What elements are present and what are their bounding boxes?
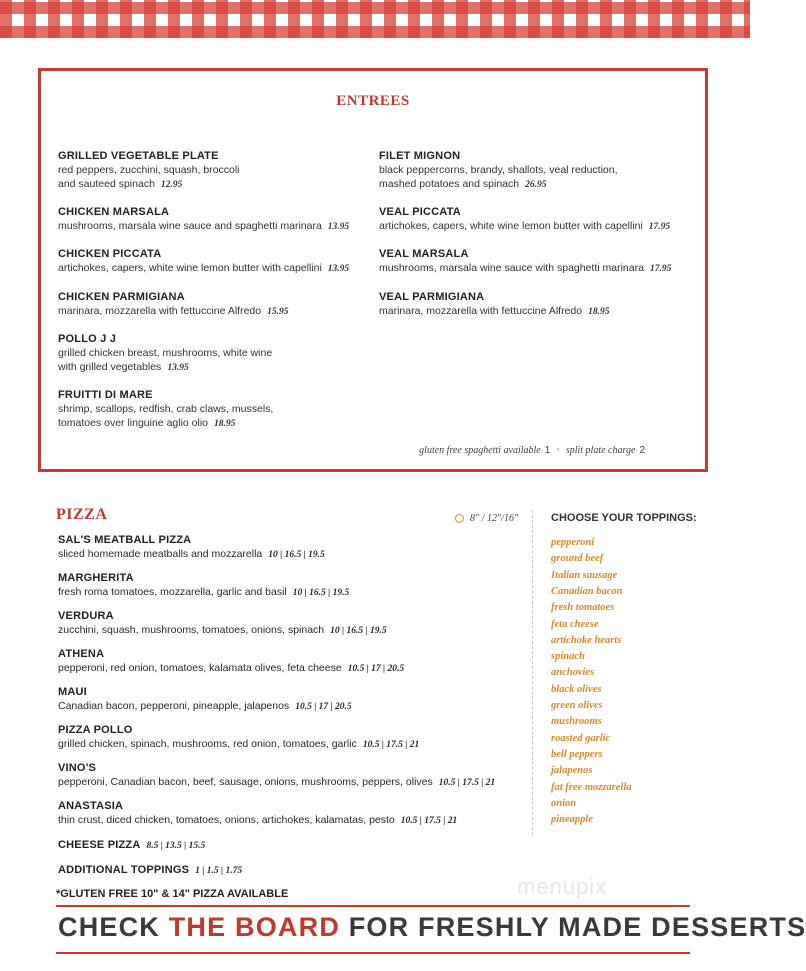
pizza-desc: fresh roma tomatoes, mozzarella, garlic and basil: [58, 586, 287, 598]
pizza-desc: sliced homemade meatballs and mozzarella: [58, 548, 263, 560]
topping-item: roasted garlic: [551, 732, 611, 744]
pizza-item: [58, 571, 349, 600]
pizza-name: PIZZA POLLO: [58, 724, 133, 736]
entree-desc: grilled chicken breast, mushrooms, white wine: [58, 347, 273, 359]
entree-name: CHICKEN PICCATA: [58, 248, 162, 260]
pizza-name: MAUI: [58, 686, 87, 698]
pizza-item: [58, 609, 387, 638]
topping-item: fresh tomatoes: [551, 602, 615, 614]
pizza-name: ATHENA: [58, 648, 105, 660]
pizza-title: PIZZA: [56, 506, 108, 523]
pizza-price: 10 | 16.5 | 19.5: [292, 588, 350, 598]
pizza-item: [58, 533, 325, 562]
checkered-header: [0, 0, 750, 38]
pizza-sizes-label: 8" / 12"/16": [470, 513, 519, 524]
banner-top-rule: [56, 905, 690, 907]
topping-item: spinach: [551, 651, 585, 663]
pizza-desc: thin crust, diced chicken, tomatoes, onions, artichokes, kalamatas, pesto: [58, 814, 395, 826]
entree-item: [58, 247, 349, 276]
watermark: menupix: [517, 874, 608, 899]
circle-bullet-icon: [455, 514, 464, 523]
pizza-name: VERDURA: [58, 610, 114, 622]
pizza-name: ANASTASIA: [58, 800, 124, 812]
pizza-item: [58, 761, 495, 790]
entree-item: [58, 388, 273, 431]
entree-desc: mushrooms, marsala wine sauce and spaghetti marinara: [58, 220, 322, 232]
pizza-name: SAL'S MEATBALL PIZZA: [58, 534, 192, 546]
entree-desc: tomatoes over linguine aglio olio: [58, 417, 209, 429]
entree-desc: marinara, mozzarella with fettuccine Alfredo: [379, 305, 583, 317]
topping-item: pepperoni: [551, 537, 595, 548]
pizza-desc: grilled chicken, spinach, mushrooms, red onion, tomatoes, garlic: [58, 738, 357, 750]
entree-desc: with grilled vegetables: [58, 361, 162, 373]
banner-text: CHECK: [58, 912, 169, 942]
topping-item: bell peppers: [551, 748, 603, 760]
entree-name: POLLO J J: [58, 333, 117, 345]
toppings-title: CHOOSE YOUR TOPPINGS:: [551, 512, 697, 524]
entree-name: VEAL PARMIGIANA: [379, 291, 485, 303]
entree-item: [58, 290, 288, 319]
toppings-divider: [532, 510, 533, 835]
pizza-price: 10 | 16.5 | 19.5: [268, 550, 325, 560]
entree-item: [58, 149, 240, 192]
pizza-desc: Canadian bacon, pepperoni, pineapple, jalapenos: [58, 700, 290, 712]
entree-desc: and sauteed spinach: [58, 178, 155, 190]
entree-name: FRUITTI DI MARE: [58, 389, 153, 401]
pizza-desc: pepperoni, Canadian bacon, beef, sausage, onions, mushrooms, peppers, olives: [58, 776, 433, 788]
entree-name: CHICKEN MARSALA: [58, 206, 170, 218]
entree-desc: mashed potatoes and spinach: [379, 178, 520, 190]
topping-item: Italian sausage: [551, 569, 618, 581]
pizza-price: 10.5 | 17.5 | 21: [438, 778, 496, 788]
entrees-title: ENTREES: [336, 93, 410, 109]
pizza-item: [58, 799, 457, 828]
entree-footnote: [419, 445, 645, 456]
entree-item: [379, 247, 671, 276]
entree-desc: red peppers, zucchini, squash, broccoli: [58, 164, 240, 176]
pizza-item: [58, 723, 419, 752]
additional-toppings: [58, 863, 242, 878]
entree-name: VEAL MARSALA: [379, 248, 469, 260]
entree-name: FILET MIGNON: [379, 150, 461, 162]
entree-name: VEAL PICCATA: [379, 206, 461, 218]
topping-item: artichoke hearts: [551, 634, 622, 646]
pizza-price: 10.5 | 17 | 20.5: [295, 702, 352, 712]
entree-price: 13.95: [167, 363, 189, 373]
split-plate-price: 2: [639, 445, 645, 456]
pizza-desc: pepperoni, red onion, tomatoes, kalamata olives, feta cheese: [58, 662, 342, 674]
topping-item: black olives: [551, 683, 602, 695]
pizza-name: CHEESE PIZZA: [58, 839, 141, 851]
entree-desc: shrimp, scallops, redfish, crab claws, mussels,: [58, 403, 274, 415]
additional-toppings-label: ADDITIONAL TOPPINGS: [58, 864, 190, 876]
topping-item: green olives: [551, 700, 603, 711]
gluten-free-pizza-note: *GLUTEN FREE 10" & 14" PIZZA AVAILABLE: [56, 888, 289, 900]
pizza-price: 10.5 | 17.5 | 21: [362, 740, 420, 750]
pizza-price: 10.5 | 17 | 20.5: [347, 664, 405, 674]
pizza-desc: zucchini, squash, mushrooms, tomatoes, onions, spinach: [58, 624, 325, 636]
topping-item: fat free mozzarella: [551, 781, 632, 793]
entree-item: [58, 205, 349, 234]
entree-name: GRILLED VEGETABLE PLATE: [58, 150, 219, 162]
entree-desc: artichokes, capers, white wine lemon butter with capellini: [58, 262, 322, 274]
entrees-section: [38, 68, 708, 472]
gluten-free-spaghetti-note: gluten free spaghetti available: [419, 445, 541, 456]
pizza-price: 8.5 | 13.5 | 15.5: [146, 841, 206, 851]
pizza-price: 10 | 16.5 | 19.5: [330, 626, 387, 636]
entree-desc: marinara, mozzarella with fettuccine Alfredo: [58, 305, 262, 317]
gluten-free-price: 1: [544, 445, 551, 456]
entree-price: 12.95: [160, 180, 183, 190]
desserts-banner: [58, 912, 806, 943]
entree-desc: mushrooms, marsala wine sauce with spaghetti marinara: [379, 262, 644, 274]
entree-item: [58, 332, 272, 375]
topping-item: pineapple: [551, 814, 593, 826]
entree-desc: artichokes, capers, white wine lemon butter with capellini: [379, 220, 643, 232]
banner-text: FOR FRESHLY MADE DESSERTS: [348, 912, 806, 942]
split-plate-note: split plate charge: [565, 445, 636, 456]
separator-dot: •: [556, 445, 560, 456]
pizza-name: VINO'S: [58, 762, 97, 774]
entree-price: 26.95: [525, 180, 547, 190]
topping-item: feta cheese: [551, 618, 599, 630]
banner-bottom-rule: [56, 952, 690, 954]
topping-item: ground beef: [551, 553, 604, 565]
entree-price: 17.95: [649, 264, 672, 274]
pizza-item: [58, 685, 352, 714]
entree-item: [379, 205, 670, 234]
pizza-price: 10.5 | 17.5 | 21: [400, 816, 458, 826]
pizza-name: MARGHERITA: [58, 572, 134, 584]
entree-price: 18.95: [214, 419, 236, 429]
entree-name: CHICKEN PARMIGIANA: [58, 291, 185, 303]
entree-item: [379, 149, 618, 192]
pizza-item: [58, 647, 404, 676]
banner-highlight: THE BOARD: [168, 912, 349, 942]
entree-price: 18.95: [588, 307, 610, 317]
entree-price: 13.95: [327, 264, 350, 274]
entree-desc: black peppercorns, brandy, shallots, veal reduction,: [379, 164, 618, 176]
topping-item: onion: [551, 797, 577, 809]
entree-price: 15.95: [267, 307, 289, 317]
topping-item: mushrooms: [551, 716, 602, 728]
cheese-pizza: [58, 838, 205, 853]
entree-price: 13.95: [327, 222, 350, 232]
topping-item: anchovies: [551, 667, 595, 679]
entree-price: 17.95: [648, 222, 671, 232]
entree-item: [379, 290, 609, 319]
topping-item: jalapenos: [551, 765, 593, 777]
topping-item: Canadian bacon: [551, 585, 623, 597]
additional-toppings-price: 1 | 1.5 | 1.75: [195, 866, 243, 876]
pizza-sizes: [455, 513, 518, 524]
